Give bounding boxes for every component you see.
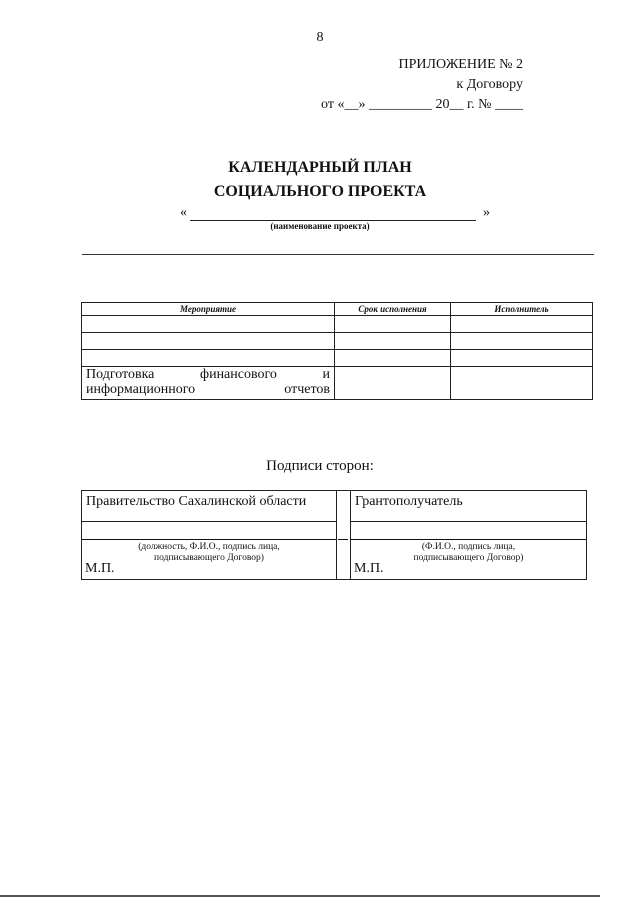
table-row [82, 333, 593, 350]
open-quote: « [180, 205, 187, 220]
document-title [0, 156, 640, 204]
annex-header [283, 55, 523, 115]
stamp-place-left: М.П. [85, 561, 115, 576]
hint-line: подписывающего Договор) [154, 553, 264, 563]
header-activity: Мероприятие [82, 303, 335, 316]
table-cell [451, 316, 593, 333]
signature-spacer-column [336, 491, 351, 579]
calendar-plan-table [81, 302, 593, 400]
signature-right-column [351, 491, 586, 579]
signature-line [351, 539, 586, 540]
header-deadline: Срок исполнения [335, 303, 451, 316]
party-grantee: Грантополучатель [355, 494, 463, 509]
party-government: Правительство Сахалинской области [86, 494, 307, 509]
page-number: 8 [316, 30, 324, 45]
title-line-2: СОЦИАЛЬНОГО ПРОЕКТА [213, 183, 427, 200]
signatures-table [81, 490, 587, 580]
annex-title: ПРИЛОЖЕНИЕ № 2 [398, 57, 523, 72]
table-cell [335, 316, 451, 333]
signature-left-column [82, 491, 337, 579]
table-cell [451, 367, 593, 400]
divider-line [82, 254, 594, 255]
bottom-edge-line [0, 895, 600, 897]
annex-contract-ref: к Договору [456, 77, 523, 92]
spacer-dash [338, 539, 348, 540]
annex-contract-date: от «__» _________ 20__ г. № ____ [321, 97, 523, 112]
title-line-1: КАЛЕНДАРНЫЙ ПЛАН [228, 159, 412, 176]
table-cell [82, 333, 335, 350]
table-row [82, 316, 593, 333]
signature-line [351, 521, 586, 522]
table-cell [451, 333, 593, 350]
table-cell [335, 333, 451, 350]
table-cell [82, 316, 335, 333]
table-cell [82, 350, 335, 367]
table-cell [335, 367, 451, 400]
signature-line [82, 521, 336, 522]
project-name-hint: (наименование проекта) [270, 221, 370, 231]
table-cell [335, 350, 451, 367]
table-row-reporting [82, 367, 593, 400]
table-row [82, 350, 593, 367]
signature-hint-left [82, 542, 336, 564]
table-header-row [82, 303, 593, 316]
hint-line: (должность, Ф.И.О., подпись лица, [138, 542, 280, 552]
hint-line: подписывающего Договор) [413, 553, 524, 563]
close-quote: » [483, 205, 490, 220]
signatures-title: Подписи сторон: [266, 458, 374, 474]
table-cell [451, 350, 593, 367]
activity-reporting: Подготовка финансового и информационного отчетов [82, 367, 335, 400]
header-executor: Исполнитель [451, 303, 593, 316]
stamp-place-right: М.П. [354, 561, 384, 576]
signature-line [82, 539, 336, 540]
hint-line: (Ф.И.О., подпись лица, [421, 542, 516, 552]
signature-hint-right [351, 542, 586, 564]
